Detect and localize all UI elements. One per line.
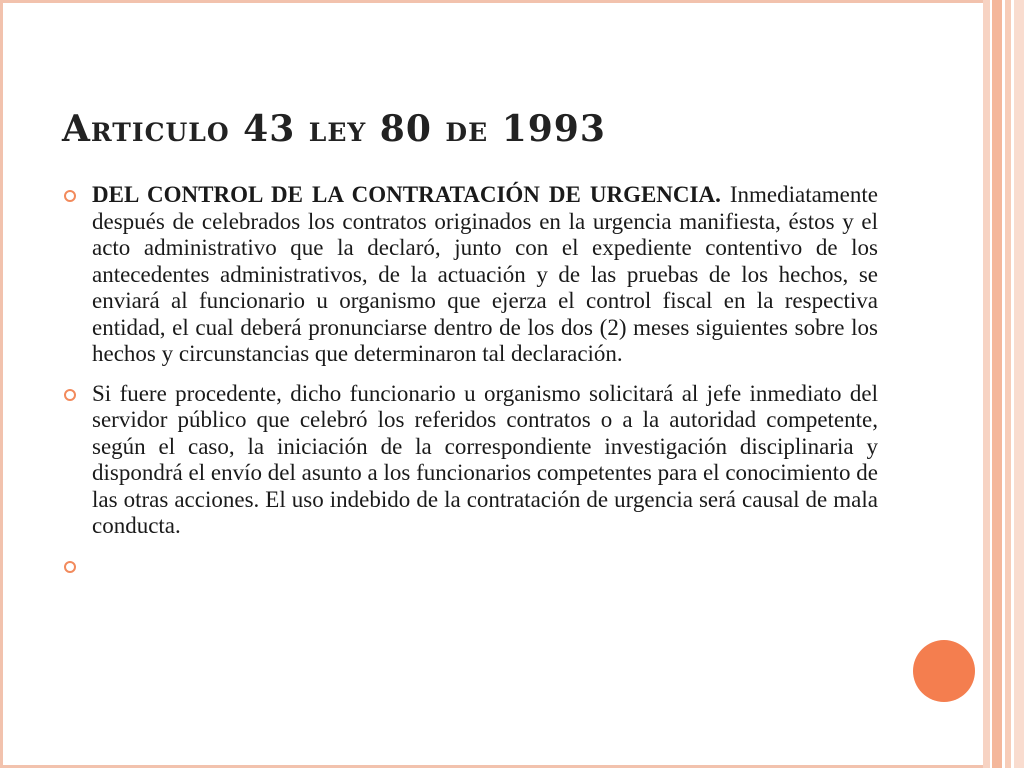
bullet-text: Si fuere procedente, dicho funcionario u organismo solicitará al jefe inmediato del servidor público que celebró los referidos contratos o a la autoridad competente, según el caso, la iniciación de la correspondiente investigación disciplinaria y dispondrá el envío del asunto a los funcionarios competentes para el conocimiento de las otras acciones. El uso indebido de la contratación de urgencia será causal de mala conducta. [92,380,878,538]
right-stripe [983,0,990,768]
top-frame-border [0,0,983,3]
bullet-item-empty [62,553,878,579]
bullet-item [62,381,878,540]
bullet-text: Inmediatamente después de celebrados los contratos originados en la urgencia manifiesta, éstos y el acto administrativo que la declaró, junto con el expediente contentivo de los antecedentes administrativos, de la actuación y de las pruebas de los hechos, se enviará al funcionario u organismo que ejerza el control fiscal en la respectiva entidad, el cual deberá pronunciarse dentro de los dos (2) meses siguientes sobre los hechos y circunstancias que determinaron tal declaración. [92,182,878,366]
slide-body [62,182,878,592]
bullet-ring-icon [64,561,76,573]
slide-title: Articulo 43 ley 80 de 1993 [62,108,606,150]
bullet-ring-icon [64,190,76,202]
decorative-circle [913,640,975,702]
right-stripe [1014,0,1024,768]
bullet-item [62,182,878,368]
bullet-ring-icon [64,389,76,401]
right-stripe [992,0,1002,768]
left-frame-border [0,0,3,768]
bullet-bold-lead: DEL CONTROL DE LA CONTRATACIÓN DE URGENCIA. [92,182,721,207]
